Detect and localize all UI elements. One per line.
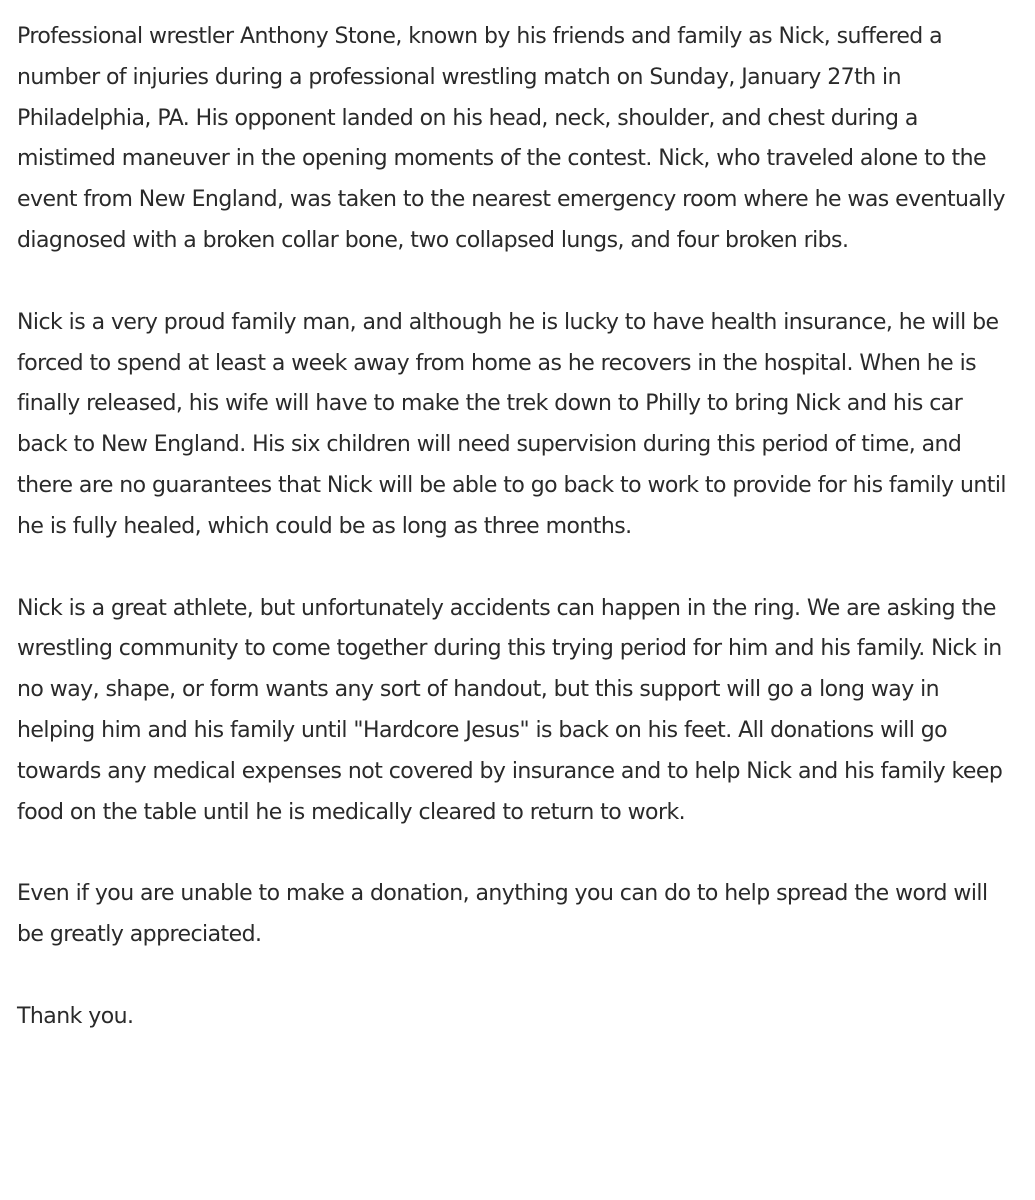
story-paragraph-appeal: Nick is a great athlete, but unfortunately accidents can happen in the ring. We are asking the wrestling community to come together during this trying period for him and his family. Nick in no way, shape, or form wants any sort of handout, but this support will go a long way in helping him and his family until "Hardcore Jesus" is back on his feet. All donations will go towards any medical expenses not covered by insurance and to help Nick and his family keep food on the table until he is medically cleared to return to work.	[17, 595, 1003, 825]
story-paragraph-share: Even if you are unable to make a donation, anything you can do to help spread the word will be greatly appreciated.	[17, 881, 988, 948]
story-paragraph-family: Nick is a very proud family man, and although he is lucky to have health insurance, he will be forced to spend at least a week away from home as he recovers in the hospital. When he is finally released, his wife will have to make the trek down to Philly to bring Nick and his car back to New England. His six children will need supervision during this period of time, and there are no guarantees that Nick will be able to go back to work to provide for his family until he is fully healed, which could be as long as three months.	[17, 309, 1006, 539]
story-paragraph-thanks: Thank you.	[17, 1003, 134, 1029]
story-paragraph-injuries: Professional wrestler Anthony Stone, known by his friends and family as Nick, suffered a number of injuries during a professional wrestling match on Sunday, January 27th in Philadelphia, PA. His opponent landed on his head, neck, shoulder, and chest during a mistimed maneuver in the opening moments of the contest. Nick, who traveled alone to the event from New England, was taken to the nearest emergency room where he was eventually diagnosed with a broken collar bone, two collapsed lungs, and four broken ribs.	[17, 24, 1005, 253]
campaign-story	[17, 17, 1017, 1038]
